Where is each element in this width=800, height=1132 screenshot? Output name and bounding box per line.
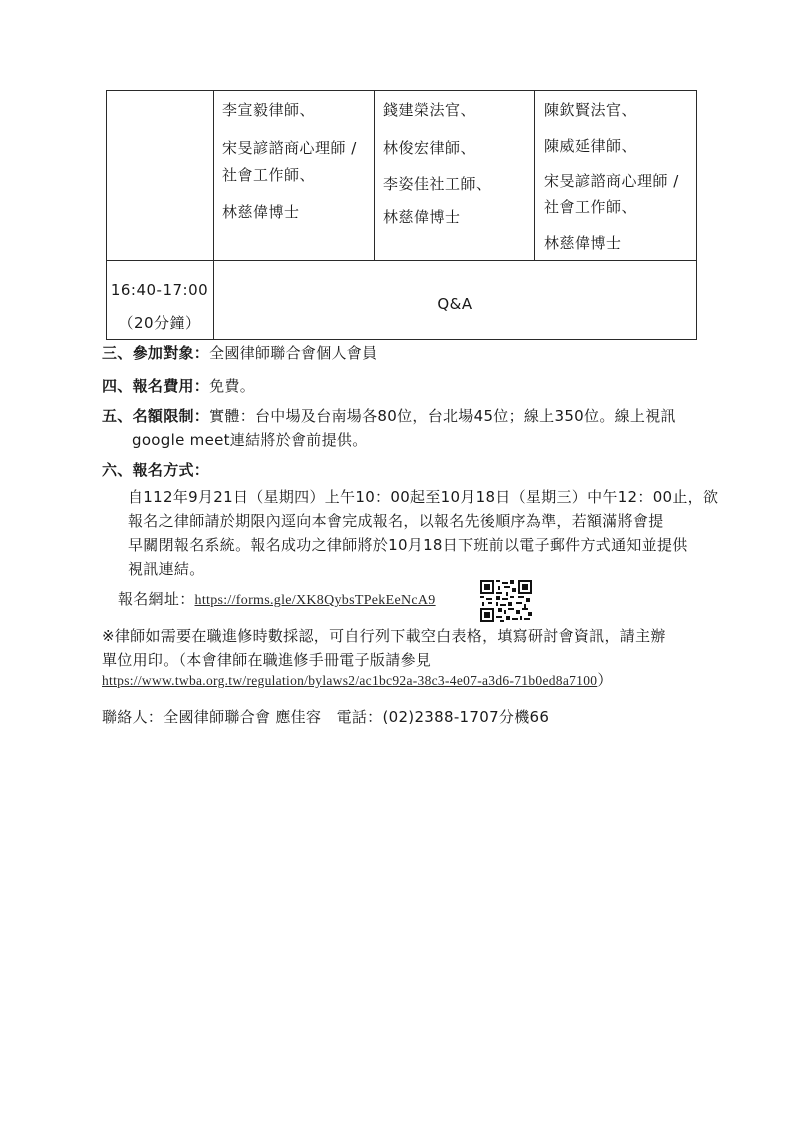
cell-r1c4-line3: 宋旻諺諮商心理師 /	[544, 172, 679, 190]
section-5	[102, 406, 676, 426]
section-5-line1: 實體：台中場及台南場各80位，台北場45位；線上350位。線上視訊	[209, 407, 676, 425]
cell-r1c2-line3: 社會工作師、	[222, 166, 316, 184]
duration: （20分鐘）	[118, 314, 201, 332]
cell-r1c2-line4: 林慈偉博士	[222, 203, 300, 221]
cell-r1c4-line1: 陳欽賢法官、	[544, 101, 638, 119]
registration-url-label: 報名網址：	[118, 590, 195, 608]
section-3	[102, 343, 377, 363]
registration-url-row	[118, 589, 436, 611]
bylaws-link[interactable]: https://www.twba.org.tw/regulation/bylaws2/ac1bc92a-38c3-4e07-a3d6-71b0ed8a7100	[102, 673, 598, 688]
cell-r1c3-line2: 林俊宏律師、	[383, 139, 477, 157]
qa-session: Q&A	[437, 295, 473, 313]
table-divider-2	[374, 90, 375, 260]
section-3-text: 全國律師聯合會個人會員	[209, 344, 378, 362]
cell-r1c4-line2: 陳威延律師、	[544, 137, 638, 155]
section-6-heading: 六、報名方式：	[102, 461, 210, 479]
cell-r1c2-line1: 李宣毅律師、	[222, 101, 316, 119]
table-divider-3	[534, 90, 535, 260]
contact-info: 聯絡人：全國律師聯合會 應佳容 電話：(02)2388-1707分機66	[102, 708, 550, 726]
note-close-paren: ）	[597, 671, 613, 689]
cell-r1c4-line5: 林慈偉博士	[544, 234, 622, 252]
section-5-line2: google meet連結將於會前提供。	[132, 431, 368, 449]
table-border-top	[106, 90, 697, 91]
section-4-heading: 四、報名費用：	[102, 377, 210, 395]
section-6-para-line1: 自112年9月21日（星期四）上午10：00起至10月18日（星期三）中午12：00止，欲	[128, 488, 719, 506]
table-border-right	[696, 90, 697, 340]
note-link-row	[102, 670, 613, 691]
note-line1: ※律師如需要在職進修時數採認，可自行列下載空白表格，填寫研討會資訊，請主辦	[102, 627, 666, 645]
section-4	[102, 376, 255, 396]
table-border-left	[106, 90, 107, 340]
schedule-table	[106, 90, 697, 340]
cell-r1c2-line2: 宋旻諺諮商心理師 /	[222, 139, 357, 157]
note-line2: 單位用印。（本會律師在職進修手冊電子版請參見	[102, 651, 432, 669]
cell-r1c4-line4: 社會工作師、	[544, 198, 638, 216]
section-4-text: 免費。	[209, 377, 256, 395]
section-6-para-line4: 視訊連結。	[128, 560, 205, 578]
registration-url-link[interactable]: https://forms.gle/XK8QybsTPekEeNcA9	[194, 593, 436, 608]
table-border-bottom	[106, 339, 697, 340]
qr-code-icon	[480, 580, 532, 622]
table-row-divider	[106, 260, 697, 261]
time-slot: 16:40-17:00	[110, 281, 209, 299]
section-5-heading: 五、名額限制：	[102, 407, 210, 425]
cell-r1c3-line4: 林慈偉博士	[383, 208, 461, 226]
section-6-para-line3: 早關閉報名系統。報名成功之律師將於10月18日下班前以電子郵件方式通知並提供	[128, 536, 688, 554]
cell-r1c3-line3: 李姿佳社工師、	[383, 175, 492, 193]
section-3-heading: 三、參加對象：	[102, 344, 210, 362]
section-6-para-line2: 報名之律師請於期限內逕向本會完成報名，以報名先後順序為準，若額滿將會提	[128, 512, 664, 530]
cell-r1c3-line1: 錢建榮法官、	[383, 101, 477, 119]
